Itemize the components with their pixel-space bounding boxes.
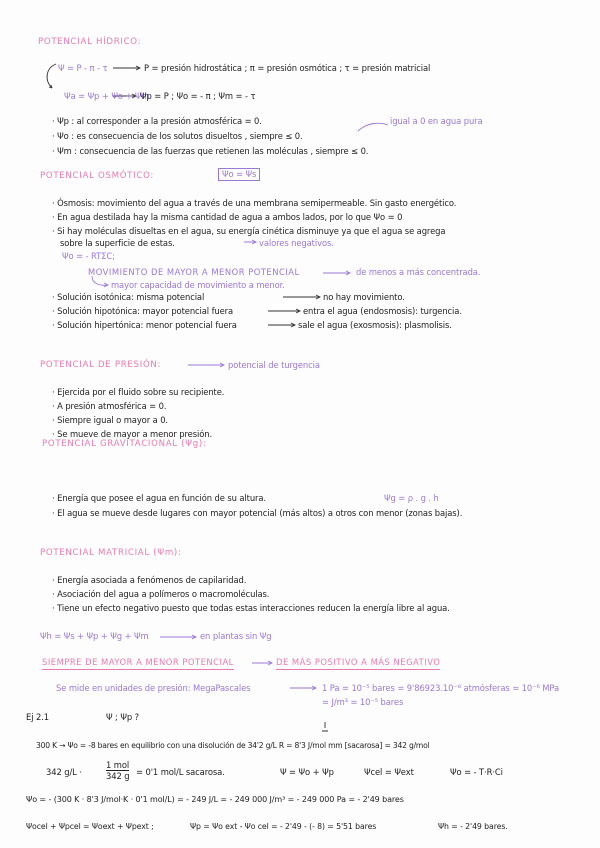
- line-unidades: Se mide en unidades de presión: MegaPascales: [56, 683, 251, 693]
- exercise-final-result: Ψh = - 2'49 bares.: [438, 822, 508, 831]
- section-title-potencial-presion: POTENCIAL DE PRESIÓN:: [40, 360, 162, 370]
- line-siempre: · Siempre igual o mayor a 0.: [52, 415, 168, 425]
- bullet-psi-m: · Ψm : consecuencia de las fuerzas que retienen las moléculas , siempre ≤ 0.: [52, 146, 369, 156]
- equation-water-potential: Ψ = P - π - τ: [58, 63, 108, 73]
- exercise-pressure-result: Ψp = Ψo ext - Ψo cel = - 2'49 - (- 8) = 5'51 bares: [190, 822, 377, 831]
- line-se-mueve: · Se mueve de mayor a menor presión.: [52, 429, 213, 439]
- line-efecto-negativo: · Tiene un efecto negativo puesto que todas estas interacciones reducen la energía libre al agua.: [52, 603, 450, 613]
- note-concentrada: de menos a más concentrada.: [356, 267, 481, 277]
- fraction-numerator: 1 mol: [106, 760, 130, 770]
- line-isotonica: · Solución isotónica: misma potencial: [52, 292, 205, 302]
- exercise-data: 300 K → Ψo = -8 bares en equilibrio con una disolución de 34'2 g/L R = 8'3 J/mol mm [sacarosa] = 342 g/mol: [36, 741, 430, 750]
- section-title-potencial-hidrico: POTENCIAL HÍDRICO:: [38, 37, 142, 47]
- section-title-potencial-matricial: POTENCIAL MATRICIAL (Ψm):: [40, 548, 182, 558]
- exercise-label: Ej 2.1: [26, 712, 49, 722]
- equation-definitions: P = presión hidrostática ; π = presión osmótica ; τ = presión matricial: [144, 63, 431, 73]
- exercise-conversion: 342 g/L ·: [46, 767, 82, 777]
- note-pure-water: igual a 0 en agua pura: [390, 116, 483, 126]
- line-capilaridad: · Energía asociada a fenómenos de capilaridad.: [52, 575, 247, 585]
- exercise-question: Ψ ; Ψp ?: [106, 712, 139, 722]
- result-hipotonica: entra el agua (endosmosis): turgencia.: [303, 306, 462, 316]
- exercise-equation: Ψ = Ψo + Ψp: [280, 767, 334, 777]
- formula-osmotic: Ψo = - RTΣC;: [62, 251, 115, 261]
- boxed-equation: Ψo = Ψs: [218, 168, 260, 181]
- unit-conversion-2: = J/m³ = 10⁻⁵ bares: [322, 697, 404, 707]
- movement-rule: MOVIMIENTO DE MAYOR A MENOR POTENCIAL: [88, 267, 300, 277]
- exercise-equilibrium: Ψcel = Ψext: [364, 767, 414, 777]
- note-plantas: en plantas sin Ψg: [200, 631, 272, 641]
- unit-conversion: 1 Pa = 10⁻⁵ bares = 9'86923.10⁻⁶ atmósferas = 10⁻⁶ MPa: [322, 683, 560, 693]
- result-hipertonica: sale el agua (exosmosis): plasmolisis.: [298, 320, 452, 330]
- section-title-potencial-osmotico: POTENCIAL OSMÓTICO:: [40, 171, 154, 181]
- result-isotonica: no hay movimiento.: [323, 292, 405, 302]
- rule-mayor-menor: SIEMPRE DE MAYOR A MENOR POTENCIAL: [42, 657, 234, 670]
- formula-gravitational: Ψg = ρ . g . h: [384, 493, 439, 503]
- curve-arrow-icon: [47, 64, 56, 88]
- fraction-denominator: 342 g: [106, 771, 130, 781]
- line-superficie: sobre la superficie de estas.: [60, 238, 175, 248]
- bullet-psi-o: · Ψo : es consecuencia de los solutos disueltos , siempre ≤ 0.: [52, 131, 303, 141]
- exercise-molarity: = 0'1 mol/L sacarosa.: [136, 767, 225, 777]
- rule-positivo-negativo: DE MÁS POSITIVO A MÁS NEGATIVO: [276, 657, 440, 670]
- exercise-balance: Ψocel + Ψpcel = Ψoext + Ψpext ;: [26, 822, 154, 831]
- line-agua-destilada: · En agua destilada hay la misma cantidad de agua a ambos lados, por lo que Ψo = 0: [52, 212, 403, 222]
- note-turgencia: potencial de turgencia: [228, 360, 320, 370]
- line-hipertonica: · Solución hipertónica: menor potencial fuera: [52, 320, 237, 330]
- line-energia-altura: · Energía que posee el agua en función de su altura.: [52, 493, 266, 503]
- exercise-calculation: Ψo = - (300 K · 8'3 J/mol·K · 0'1 mol/L) = - 249 J/L = - 249 000 J/m³ = - 249 000 Pa = - 2'49 bares: [26, 795, 404, 804]
- line-osmosis: · Ósmosis: movimiento del agua a través de una membrana semipermeable. Sin gasto energético.: [52, 198, 457, 208]
- equation-total: Ψh = Ψs + Ψp + Ψg + Ψm: [40, 631, 149, 641]
- note-capacidad: mayor capacidad de movimiento a menor.: [111, 280, 285, 290]
- line-hipotonica: · Solución hipotónica: mayor potencial fuera: [52, 306, 234, 316]
- line-presion-atm: · A presión atmosférica = 0.: [52, 401, 167, 411]
- equation-component-defs: Ψp = P ; Ψo = - π ; Ψm = - τ: [140, 91, 256, 101]
- section-title-potencial-gravitacional: POTENCIAL GRAVITACIONAL (Ψg):: [42, 439, 207, 449]
- line-agua-se-mueve: · El agua se mueve desde lugares con mayor potencial (más altos) a otros con menor (zonas bajas).: [52, 508, 463, 518]
- line-moleculas: · Si hay moléculas disueltas en el agua, su energía cinética disminuye ya que el agua se agrega: [52, 226, 446, 236]
- note-arrow-icon: [358, 123, 388, 131]
- bullet-psi-p: · Ψp : al corresponder a la presión atmosférica = 0.: [52, 116, 262, 126]
- line-polimeros: · Asociación del agua a polímeros o macromoléculas.: [52, 589, 270, 599]
- note-valores-negativos: valores negativos.: [259, 238, 334, 248]
- equation-components: Ψa = Ψp + Ψo + Ψm: [64, 91, 150, 101]
- exercise-formula: Ψo = - T·R·Ci: [450, 767, 503, 777]
- line-ejercida: · Ejercida por el fluido sobre su recipiente.: [52, 387, 225, 397]
